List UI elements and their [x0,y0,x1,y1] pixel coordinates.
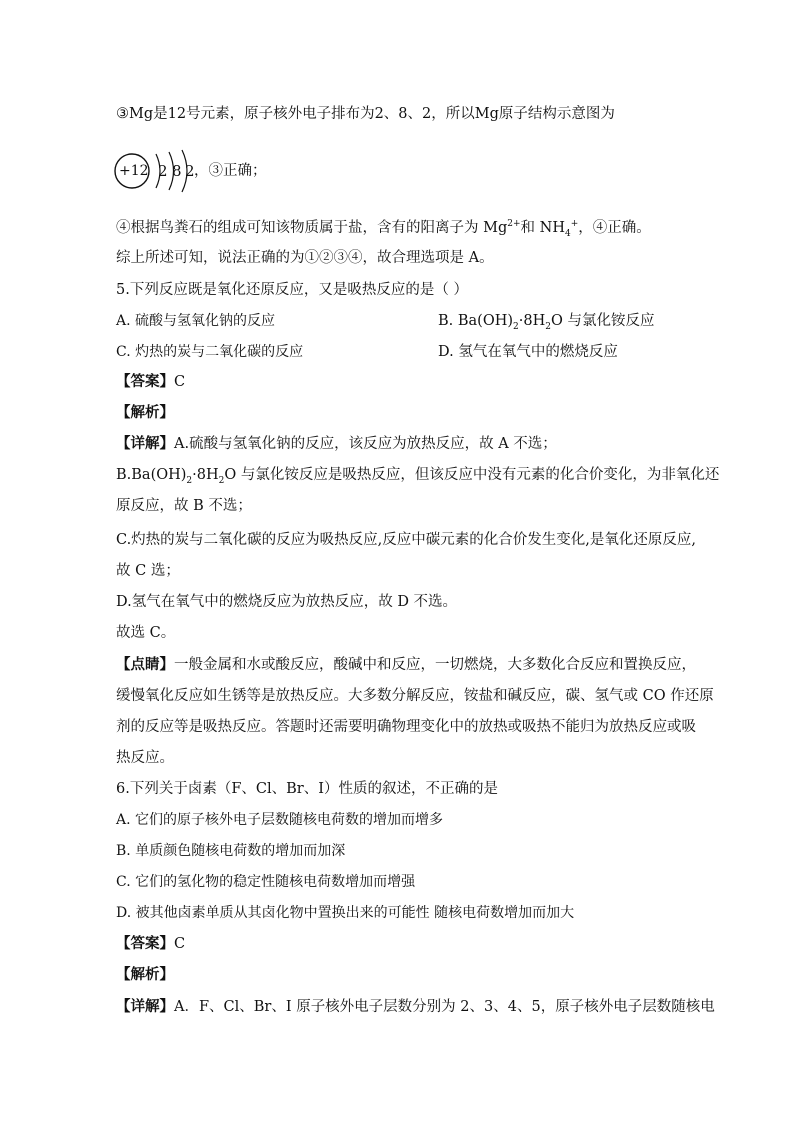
q5-tip-line-4: 热反应。 [116,750,174,766]
q6-stem: 6.下列关于卤素（F、Cl、Br、I）性质的叙述，不正确的是 [116,781,498,797]
nucleus-charge: +12 [119,163,149,179]
q5-detail-d: D.氢气在氧气中的燃烧反应为放热反应，故 D 不选。 [116,594,458,610]
q6-option-b: B. 单质颜色随核电荷数的增加而加深 [116,843,346,859]
q5-detail-c: C.灼热的炭与二氧化碳的反应为吸热反应,反应中碳元素的化合价发生变化,是氧化还原反应, [116,532,697,548]
q5-detail-c-cont: 故 C 选； [116,563,180,579]
q5-tip-line-3: 剂的反应等是吸热反应。答题时还需要明确物理变化中的放热或吸热不能归为放热反应或吸 [116,719,696,735]
q5-option-a: A. 硫酸与氢氧化钠的反应 [116,313,276,329]
shell-3-electrons: 2 [185,162,195,180]
mg-diagram-conclusion: ，③正确； [194,163,267,179]
q5-option-d: D. 氢气在氧气中的燃烧反应 [438,344,618,360]
q5-tip-line-1: 【点睛】一般金属和水或酸反应，酸碱中和反应，一切燃烧，大多数化合反应和置换反应， [116,656,696,673]
q5-detail-b-cont: 原反应，故 B 不选； [116,498,252,514]
q5-answer: 【答案】C [116,373,186,390]
mg-atom-structure-diagram [112,148,302,194]
q5-option-c: C. 灼热的炭与二氧化碳的反应 [116,344,304,360]
q5-conclusion: 故选 C。 [116,625,176,641]
q6-option-c: C. 它们的氢化物的稳定性随核电荷数增加而增强 [116,874,416,890]
q6-option-d: D. 被其他卤素单质从其卤化物中置换出来的可能性 随核电荷数增加而加大 [116,905,575,921]
mg-intro-line: ③Mg是12号元素，原子核外电子排布为2、8、2，所以Mg原子结构示意图为 [116,106,615,122]
shell-2-electrons: 8 [172,162,182,180]
q5-analysis-tag: 【解析】 [116,404,174,421]
q5-option-b: B. $Ba(OH)_2\cdot 8H_2O$ 与氯化铵反应 [438,313,655,332]
q5-detail-b: $B.Ba(OH)_2\cdot 8H_2O$ 与氯化铵反应是吸热反应，但该反应中没有元素的化合价变化，为非氧化还 [116,467,720,486]
q6-analysis-tag: 【解析】 [116,966,174,983]
shell-1-electrons: 2 [158,162,168,180]
q6-option-a: A. 它们的原子核外电子层数随核电荷数的增加而增多 [116,812,444,828]
q5-detail-a: 【详解】A.硫酸与氢氧化钠的反应，该反应为放热反应，故 A 不选； [116,435,557,452]
q5-tip-line-2: 缓慢氧化反应如生锈等是放热反应。大多数分解反应，铵盐和碱反应，碳、氢气或 CO 作还原 [116,688,714,704]
summary-line: 综上所述可知，说法正确的为①②③④，故合理选项是 A。 [116,250,494,266]
line-4-cation: ④根据鸟粪石的组成可知该物质属于盐，含有的阳离子为 $Mg^{2+}$和 $NH_4^+$，④正确。 [116,219,651,239]
q5-stem: 5.下列反应既是氧化还原反应，又是吸热反应的是（ ） [116,282,468,298]
q6-detail-a: 【详解】A．F、Cl、Br、I 原子核外电子层数分别为 2、3、4、5，原子核外电子层数随核电 [116,998,715,1015]
q6-answer: 【答案】C [116,935,186,952]
